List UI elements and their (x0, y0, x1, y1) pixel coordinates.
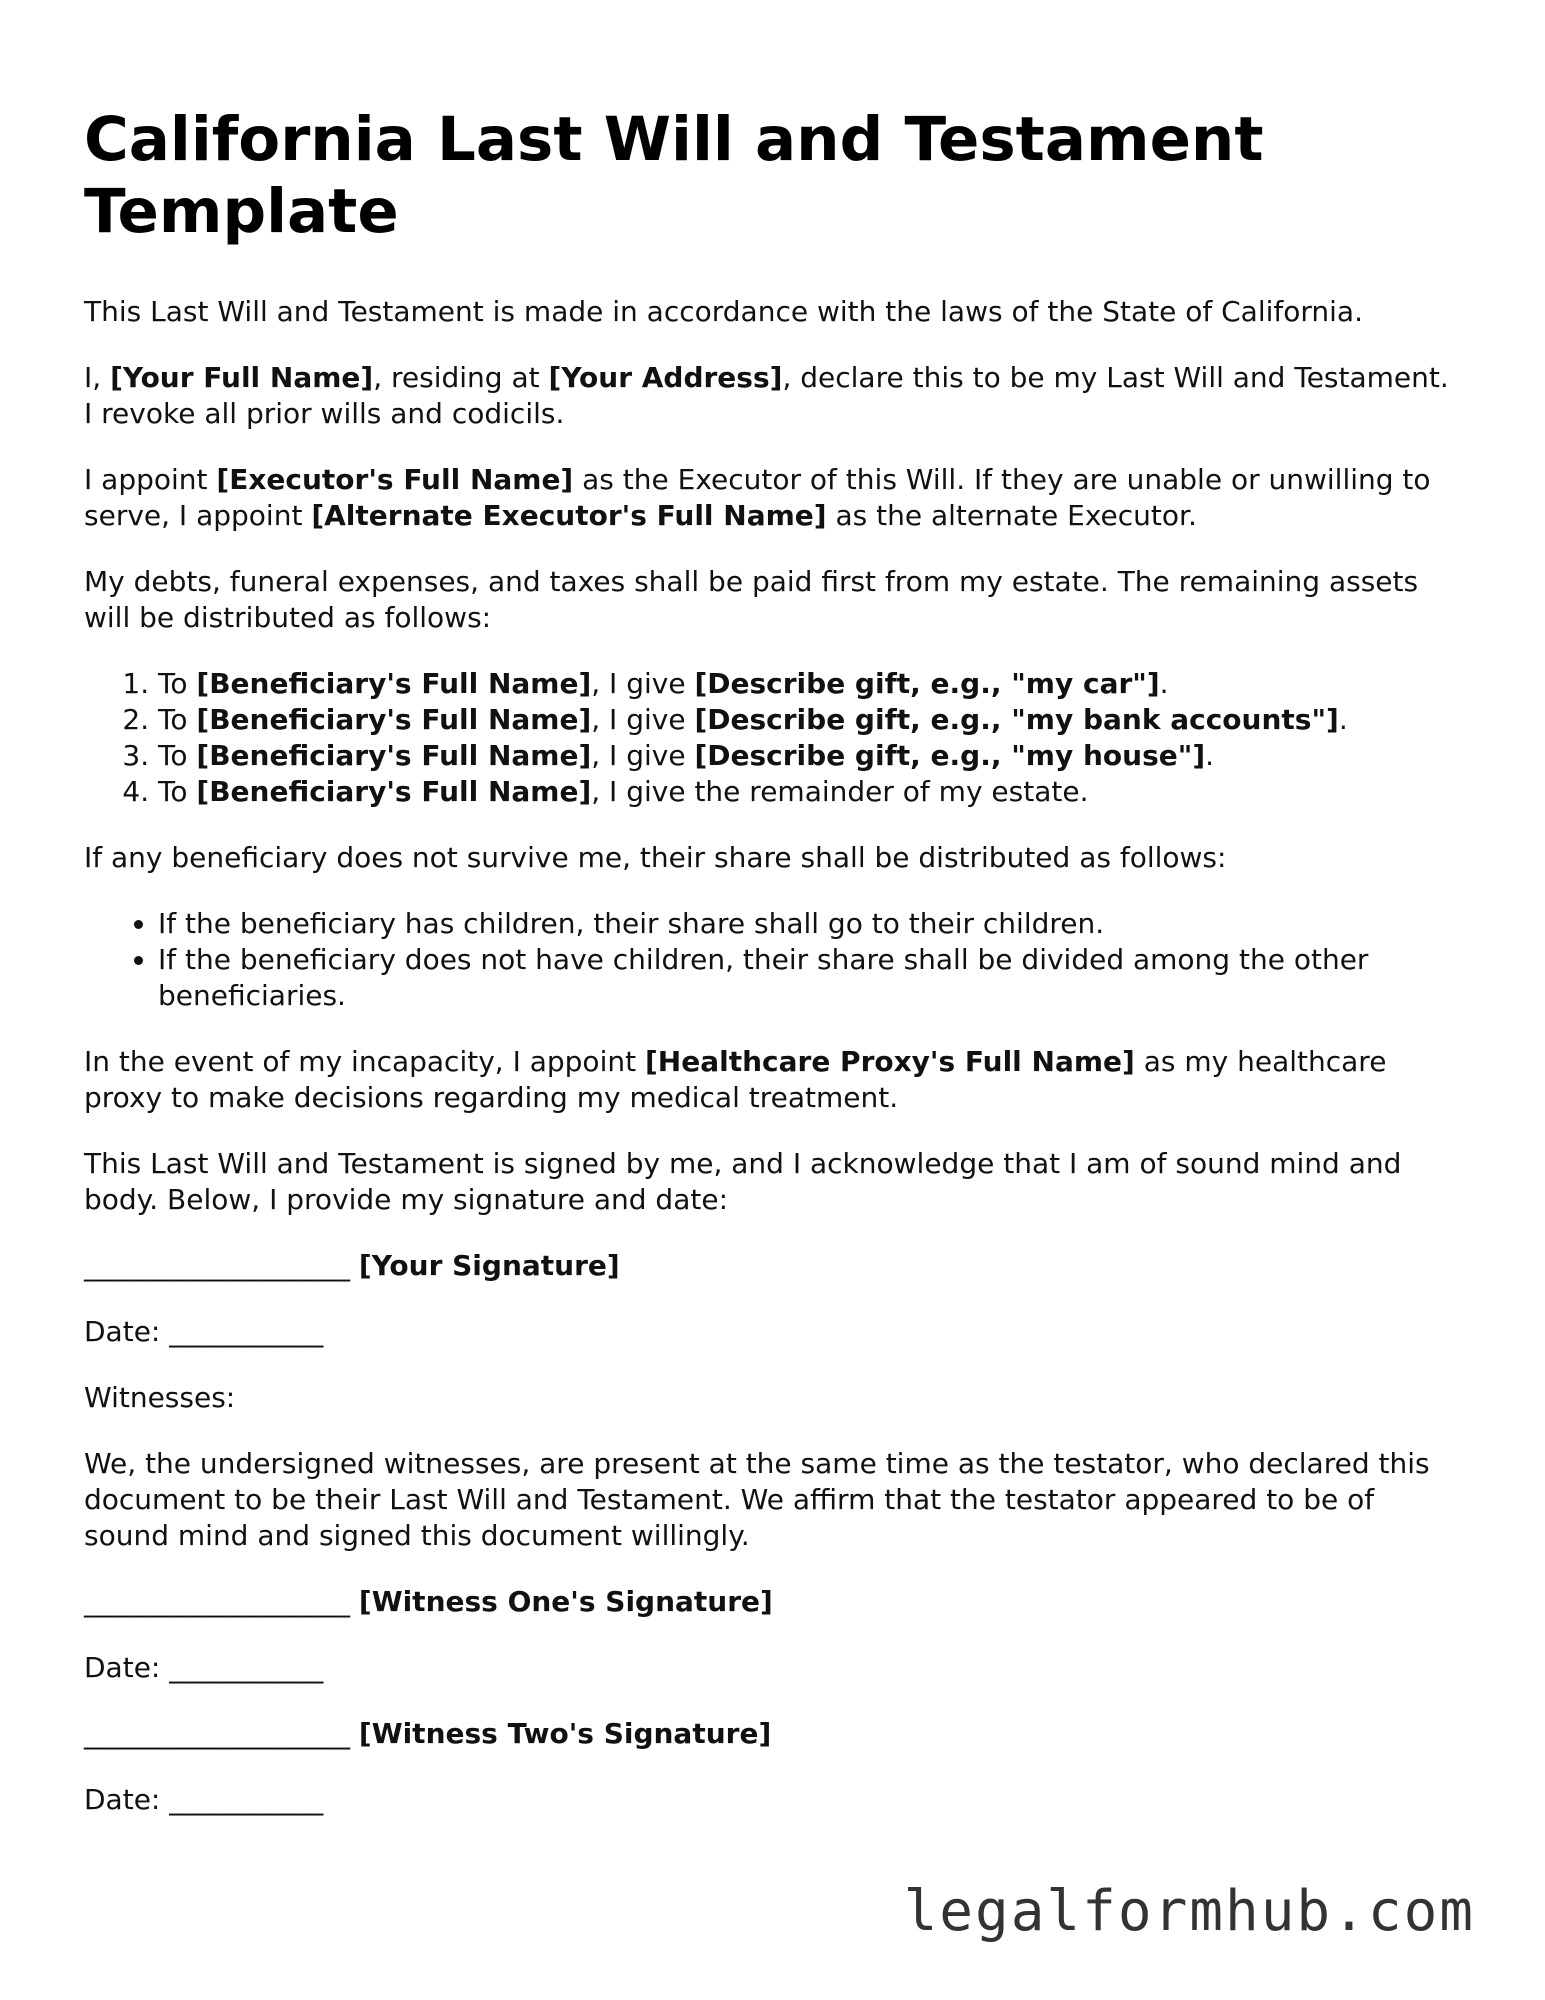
signature-blank: ___________________ (84, 1249, 350, 1282)
witness-two-date-line[interactable] (84, 1782, 1464, 1818)
gift-field: [Describe gift, e.g., "my bank accounts"] (694, 703, 1339, 736)
executor-name-field: [Executor's Full Name] (216, 463, 574, 496)
declaration-prefix: I, (84, 361, 111, 394)
beneficiary-field: [Beneficiary's Full Name] (196, 703, 592, 736)
signature-blank: ___________________ (84, 1717, 350, 1750)
distribution-end: . (1159, 667, 1169, 700)
list-item (158, 774, 1464, 810)
document-page (84, 104, 1464, 1848)
declaration-suffix: , declare this to be my Last Will and Testament. I revoke all prior wills and codicils. (84, 361, 1449, 430)
distribution-list (84, 666, 1464, 810)
intro-paragraph: This Last Will and Testament is made in accordance with the laws of the State of California. (84, 295, 1363, 328)
distribution-to: To (158, 703, 197, 736)
date-blank: ___________ (169, 1315, 324, 1348)
witness-two-signature-line[interactable] (84, 1716, 1464, 1752)
beneficiary-field: [Beneficiary's Full Name] (196, 775, 592, 808)
executor-paragraph (84, 462, 1464, 534)
distribution-end: . (1338, 703, 1348, 736)
incapacity-prefix: In the event of my incapacity, I appoint (84, 1045, 645, 1078)
alternate-executor-field: [Alternate Executor's Full Name] (311, 499, 827, 532)
survival-rules-list (84, 906, 1464, 1014)
acknowledgement-paragraph: This Last Will and Testament is signed by me, and I acknowledge that I am of sound mind and body. Below, I provide my signature and date: (84, 1147, 1402, 1216)
declaration-paragraph (84, 360, 1464, 432)
date-label: Date: (84, 1783, 170, 1816)
distribution-to: To (158, 739, 197, 772)
distribution-to: To (158, 667, 197, 700)
gift-field: [Describe gift, e.g., "my house"] (694, 739, 1206, 772)
healthcare-proxy-field: [Healthcare Proxy's Full Name] (644, 1045, 1135, 1078)
witness-statement-paragraph: We, the undersigned witnesses, are present at the same time as the testator, who declared this document to be their Last Will and Testament. We affirm that the testator appeared to be of sound mind and signed this document willingly. (84, 1447, 1430, 1552)
date-label: Date: (84, 1651, 170, 1684)
beneficiary-field: [Beneficiary's Full Name] (196, 739, 592, 772)
testator-signature-line[interactable] (84, 1248, 1464, 1284)
distribution-give: , I give (591, 739, 695, 772)
executor-suffix: as the alternate Executor. (826, 499, 1197, 532)
list-item (158, 666, 1464, 702)
incapacity-suffix: as my healthcare proxy to make decisions regarding my medical treatment. (84, 1045, 1387, 1114)
distribution-give: , I give the remainder of my estate. (591, 775, 1089, 808)
page-title: California Last Will and Testament Template (84, 104, 1264, 247)
full-name-field: [Your Full Name] (110, 361, 374, 394)
list-item (158, 702, 1464, 738)
survival-intro-paragraph: If any beneficiary does not survive me, their share shall be distributed as follows: (84, 841, 1227, 874)
distribution-to: To (158, 775, 197, 808)
testator-date-line[interactable] (84, 1314, 1464, 1350)
distribution-give: , I give (591, 667, 695, 700)
beneficiary-field: [Beneficiary's Full Name] (196, 667, 592, 700)
executor-middle: as the Executor of this Will. If they are unable or unwilling to serve, I appoint (84, 463, 1431, 532)
signature-blank: ___________________ (84, 1585, 350, 1618)
signature-label: [Your Signature] (358, 1249, 620, 1282)
witnesses-heading: Witnesses: (84, 1381, 236, 1414)
list-item (158, 738, 1464, 774)
executor-prefix: I appoint (84, 463, 217, 496)
address-field: [Your Address] (548, 361, 783, 394)
distribution-end: . (1205, 739, 1215, 772)
gift-field: [Describe gift, e.g., "my car"] (694, 667, 1160, 700)
signature-label: [Witness Two's Signature] (358, 1717, 772, 1750)
witness-one-date-line[interactable] (84, 1650, 1464, 1686)
list-item: • If the beneficiary does not have children, their share shall be divided among the other beneficiaries. (158, 942, 1464, 1014)
date-blank: ___________ (169, 1783, 324, 1816)
list-item: • If the beneficiary has children, their share shall go to their children. (158, 906, 1464, 942)
watermark: legalformhub.com (903, 1879, 1475, 1944)
signature-label: [Witness One's Signature] (358, 1585, 773, 1618)
debts-paragraph: My debts, funeral expenses, and taxes shall be paid first from my estate. The remaining assets will be distributed as follows: (84, 565, 1419, 634)
declaration-middle: , residing at (373, 361, 549, 394)
witness-one-signature-line[interactable] (84, 1584, 1464, 1620)
distribution-give: , I give (591, 703, 695, 736)
date-blank: ___________ (169, 1651, 324, 1684)
incapacity-paragraph (84, 1044, 1464, 1116)
date-label: Date: (84, 1315, 170, 1348)
